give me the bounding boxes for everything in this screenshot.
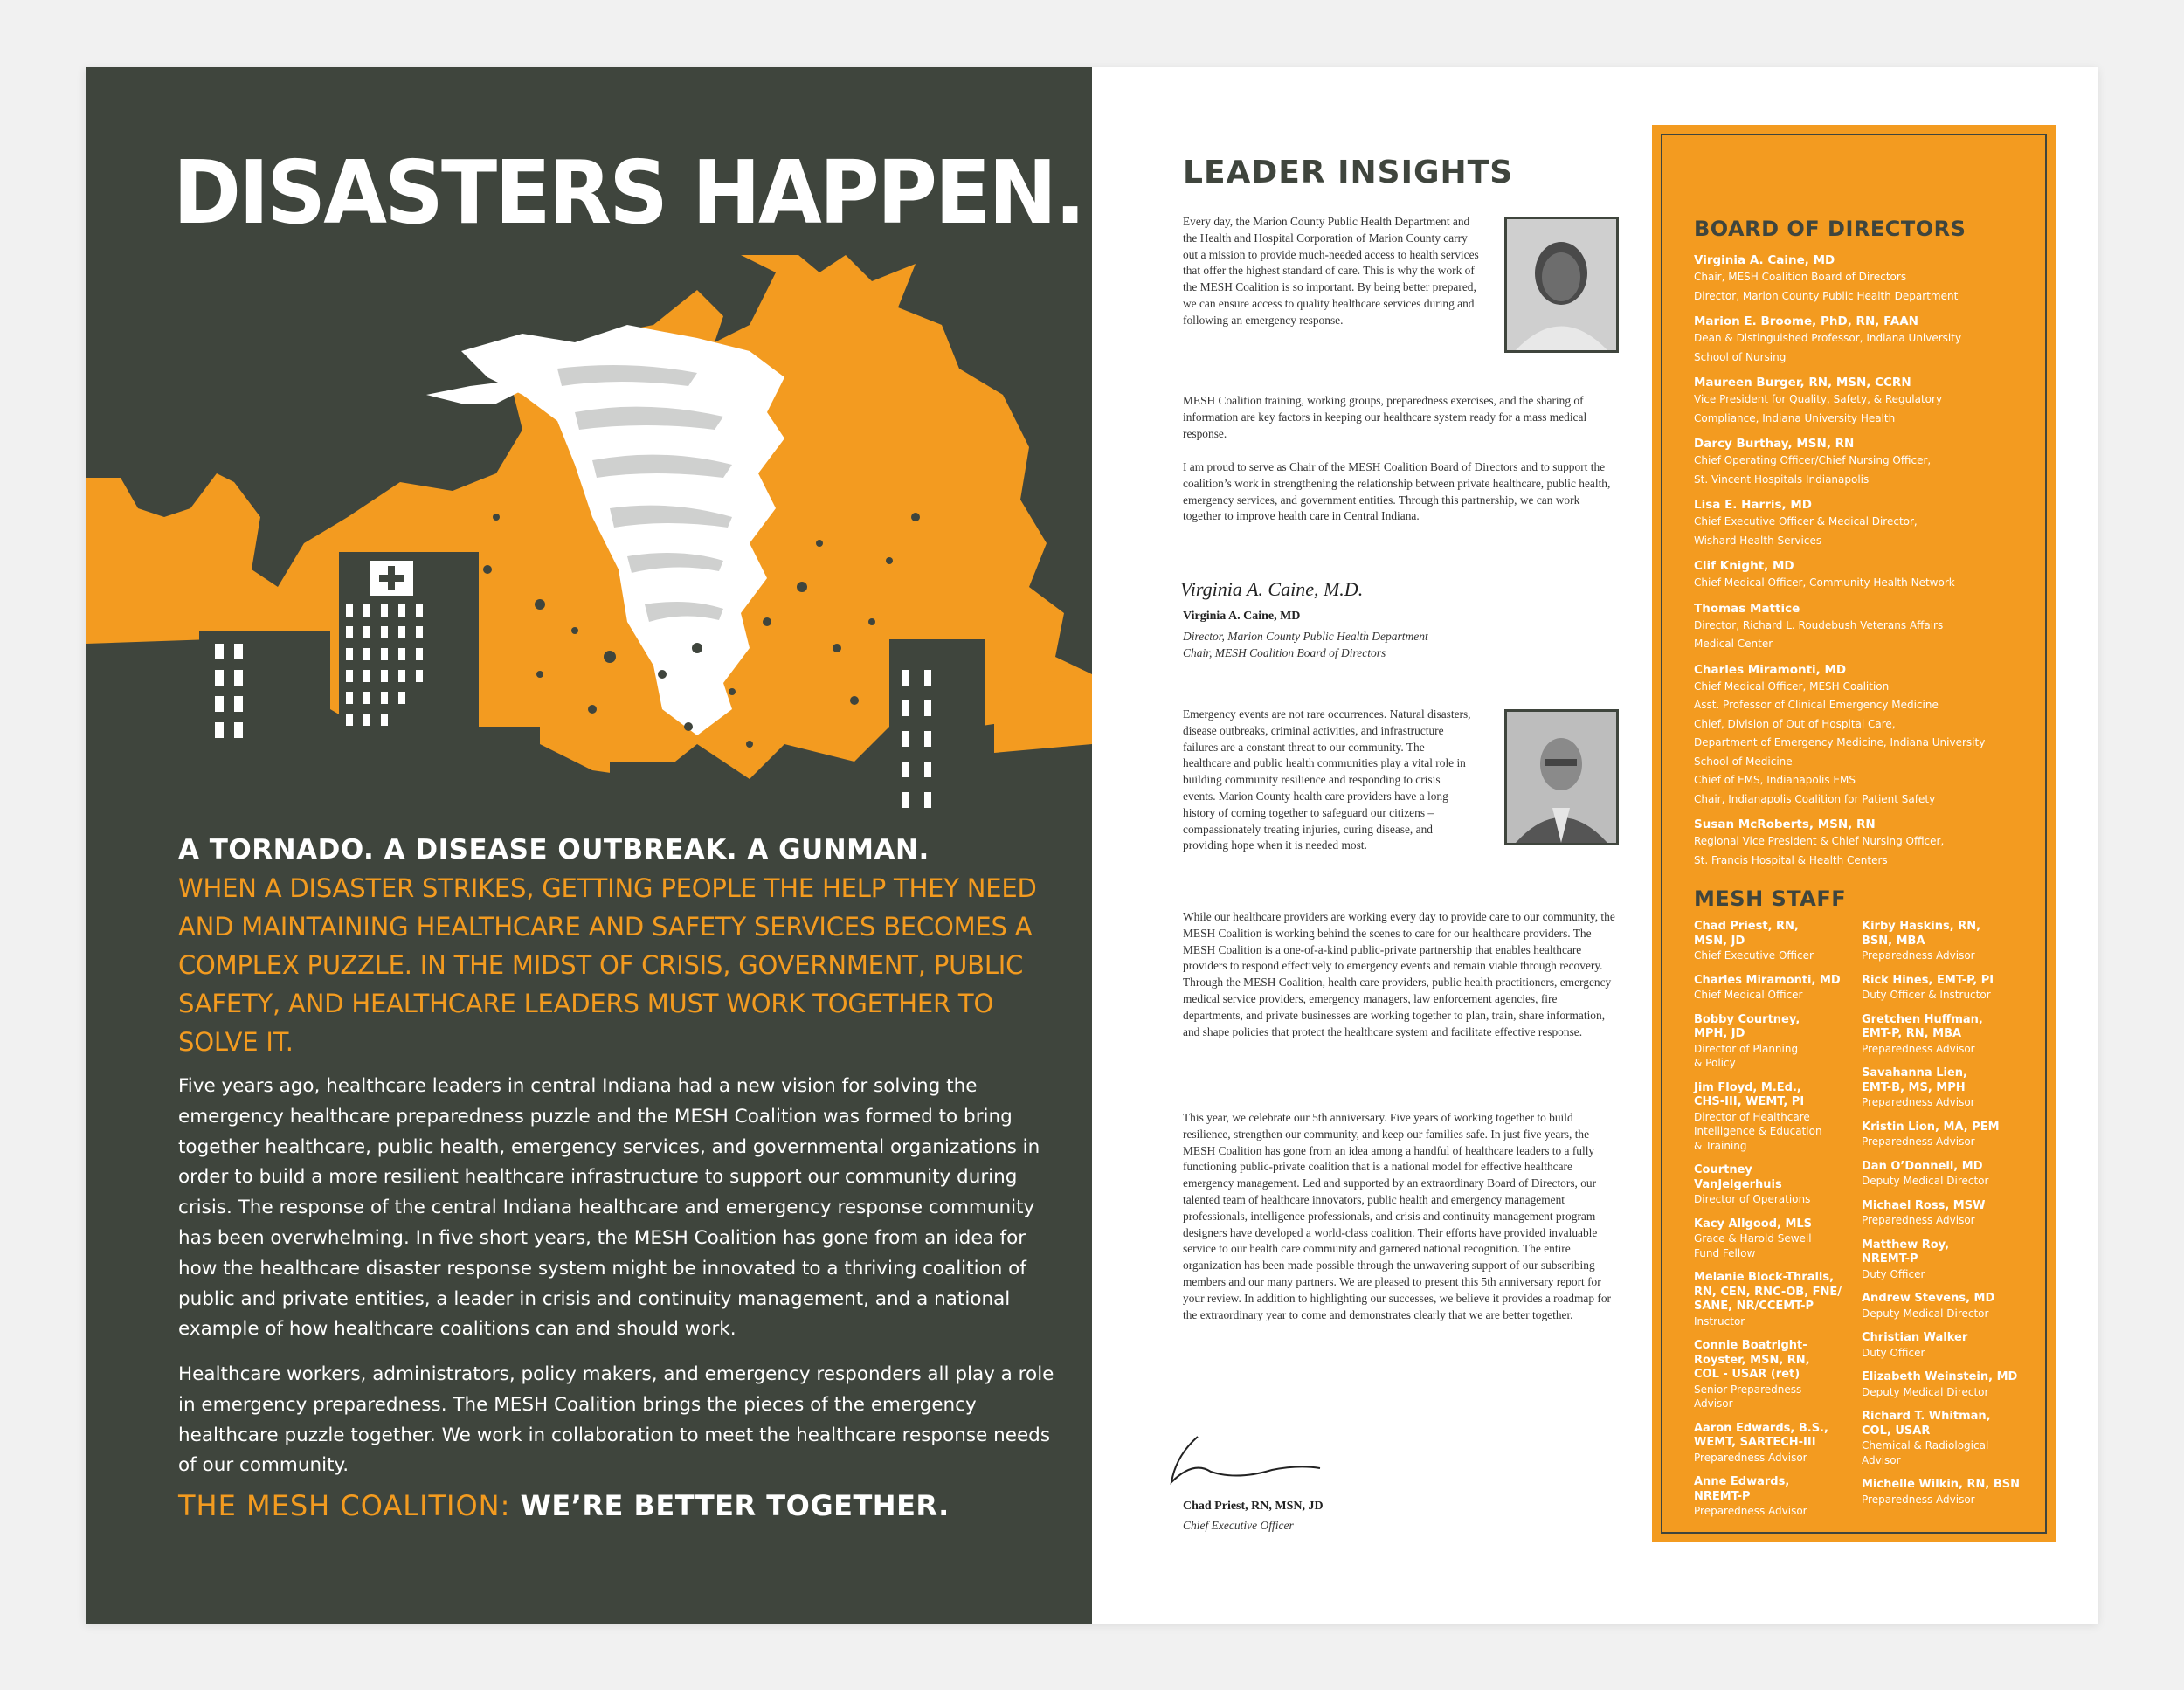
board-member-title: Regional Vice President & Chief Nursing Officer, St. Francis Hospital & Health Centers: [1694, 835, 1945, 866]
staff-member-entry: [1862, 1013, 2036, 1057]
board-member-entry: [1694, 314, 2043, 367]
board-member-entry: [1694, 252, 2043, 306]
tornado-city-illustration: [86, 255, 1092, 858]
staff-column-2: [1862, 920, 2036, 1517]
board-list: [1694, 252, 2043, 878]
board-member-entry: [1694, 558, 2043, 593]
board-member-title: Chair, MESH Coalition Board of Directors Director, Marion County Public Health Department: [1694, 271, 1959, 302]
signature-caine: Virginia A. Caine, M.D.: [1180, 578, 1364, 600]
staff-member-name: Chad Priest, RN, MSN, JD: [1694, 920, 1799, 948]
staff-member-title: Preparedness Advisor: [1862, 1042, 1975, 1055]
signer-title-caine-1: Director, Marion County Public Health Department: [1183, 630, 1428, 643]
insights-paragraph-4: Emergency events are not rare occurrences. Natural disasters, disease outbreaks, criminal activities, and infrastructure failures are a constant threat to our community. The healthcare and public health communities play a vital role in building community resilience and responding to crisis events. Marion County health care providers have a long history of coming together to safeguard our citizens – compassionately treating injuries, curing disease, and providing hope when it is needed most.: [1183, 707, 1471, 852]
board-member-entry: [1694, 375, 2043, 428]
staff-member-title: Deputy Medical Director: [1862, 1307, 1989, 1320]
board-member-name: Susan McRoberts, MSN, RN: [1694, 817, 1876, 831]
staff-column-1: [1694, 920, 1856, 1529]
staff-member-title: Duty Officer & Instructor: [1862, 989, 1991, 1001]
staff-member-title: Director of Planning & Policy: [1694, 1042, 1799, 1069]
staff-member-title: Deputy Medical Director: [1862, 1175, 1989, 1187]
insights-paragraph-3: I am proud to serve as Chair of the MESH Coalition Board of Directors and to support the coalition’s work in strengthening the relationship between private healthcare, public health, emergency services, and government entities. Through this partnership, we can work together to improve health care in Central Indiana.: [1183, 460, 1611, 523]
staff-member-entry: [1862, 920, 2036, 963]
staff-member-entry: [1694, 1271, 1856, 1328]
staff-member-title: Grace & Harold Sewell Fund Fellow: [1694, 1232, 1812, 1259]
staff-member-entry: [1862, 1066, 2036, 1110]
staff-title: MESH STAFF: [1694, 886, 1847, 911]
staff-member-entry: [1862, 1478, 2036, 1507]
staff-member-name: Kristin Lion, MA, PEM: [1862, 1120, 2000, 1134]
staff-member-name: Bobby Courtney, MPH, JD: [1694, 1012, 1800, 1040]
staff-member-entry: [1694, 974, 1856, 1003]
staff-member-entry: [1694, 1422, 1856, 1466]
staff-member-entry: [1694, 920, 1856, 963]
staff-member-name: Anne Edwards, NREMT-P: [1694, 1475, 1790, 1503]
staff-member-name: Charles Miramonti, MD: [1694, 973, 1841, 987]
staff-member-name: Rick Hines, EMT-P, PI: [1862, 973, 1994, 987]
board-staff-panel: [1652, 125, 2056, 1542]
staff-member-name: Elizabeth Weinstein, MD: [1862, 1370, 2018, 1383]
staff-member-title: Preparedness Advisor: [1694, 1505, 1807, 1517]
staff-member-entry: [1862, 1199, 2036, 1228]
insights-paragraph-5: While our healthcare providers are working every day to provide care to our community, the MESH Coalition is working behind the scenes to care for our healthcare providers. The MESH Coalition is a one-of-a-kind public-private partnership that enables healthcare providers to respond effectively to emergency events and remain viable through recovery. Through the MESH Coalition, health care providers, public health practitioners, emergency medical service providers, emergency managers, law enforcement agencies, fire departments, and private businesses are working together to plan, train, share information, and shape policies that protect the healthcare system and facilitate effective response.: [1183, 910, 1615, 1038]
board-title: BOARD OF DIRECTORS: [1694, 217, 1966, 241]
staff-member-entry: [1694, 1081, 1856, 1154]
staff-member-name: Kirby Haskins, RN, BSN, MBA: [1862, 920, 1981, 948]
staff-member-entry: [1862, 1331, 2036, 1360]
insights-paragraph-2: MESH Coalition training, working groups, preparedness exercises, and the sharing of information are key factors in keeping our healthcare system ready for a mass medical response.: [1183, 394, 1587, 440]
board-member-entry: [1694, 601, 2043, 654]
board-member-name: Virginia A. Caine, MD: [1694, 253, 1835, 267]
portrait-caine-image: [1507, 219, 1616, 350]
staff-member-name: Andrew Stevens, MD: [1862, 1292, 1995, 1305]
portrait-caine: [1504, 217, 1619, 353]
staff-member-title: Instructor: [1694, 1314, 1745, 1328]
hospital-building: [339, 552, 479, 858]
staff-member-entry: [1694, 1475, 1856, 1519]
body-paragraph-1: Five years ago, healthcare leaders in central Indiana had a new vision for solving the emergency healthcare preparedness puzzle and the MESH Coalition was formed to bring together healthcare, public health, emergency services, and governmental organizations in order to build a more resilient healthcare infrastructure to support our community during crisis. The response of the central Indiana healthcare and emergency response community has been overwhelming. In five short years, the MESH Coalition has gone from an idea for how the healthcare disaster response system might be innovated to a thriving coalition of public and private entities, a leader in crisis and continuity management, and a national example of how healthcare coalitions can and should work.: [178, 1075, 1040, 1341]
board-member-title: Chief Operating Officer/Chief Nursing Officer, St. Vincent Hospitals Indianapolis: [1694, 454, 1932, 486]
signer-name-priest: Chad Priest, RN, MSN, JD: [1183, 1500, 1324, 1513]
building-left: [199, 631, 330, 858]
signer-name-caine: Virginia A. Caine, MD: [1183, 610, 1301, 623]
staff-member-name: Courtney VanJelgerhuis: [1694, 1163, 1782, 1191]
staff-member-name: Kacy Allgood, MLS: [1694, 1217, 1813, 1231]
board-member-name: Marion E. Broome, PhD, RN, FAAN: [1694, 314, 1918, 328]
signer-title-priest: Chief Executive Officer: [1183, 1519, 1294, 1532]
staff-member-name: Melanie Block-Thralls, RN, CEN, RNC-OB, FNE/ SANE, NR/CCEMT-P: [1694, 1271, 1842, 1313]
staff-member-name: Matthew Roy, NREMT-P: [1862, 1238, 1950, 1266]
insights-paragraph-6: This year, we celebrate our 5th anniversary. Five years of working together to build resilience, strengthen our community, and keep our families safe. In just five years, the MESH Coalition has gone from an idea among a handful of healthcare leaders to a fully functioning public-private coalition that is a national model for effective healthcare emergency management. Led and supported by an extraordinary Board of Directors, our talented team of healthcare innovators, public health and emergency management professionals, intelligence professionals, and crisis and continuity management program designers have developed a world-class coalition. Their efforts have provided invaluable service to our health care community and garnered national recognition. The entire organization has been made possible through the unwavering support of our subscribing members and our many partners. We are pleased to present this 5th anniversary report for your review. In addition to highlighting our successes, we believe it provides a roadmap for the extraordinary year to come and demonstrates clearly that we are better together.: [1183, 1111, 1611, 1321]
insights-paragraph-1: Every day, the Marion County Public Health Department and the Health and Hospital Corporation of Marion County carry out a mission to provide much-needed access to health services that offer the highest standard of care. This is why the work of the MESH Coalition is so important. By being better prepared, we can ensure access to quality healthcare services during and following an emergency response.: [1183, 215, 1479, 327]
staff-member-title: Senior Preparedness Advisor: [1694, 1383, 1802, 1410]
staff-member-entry: [1862, 1370, 2036, 1399]
leader-insights-title: LEADER INSIGHTS: [1183, 155, 1514, 190]
staff-member-entry: [1862, 1410, 2036, 1467]
staff-member-title: Duty Officer: [1862, 1267, 1925, 1280]
board-member-name: Lisa E. Harris, MD: [1694, 498, 1812, 512]
staff-member-title: Chief Executive Officer: [1694, 949, 1814, 962]
staff-member-name: Jim Floyd, M.Ed., CHS-III, WEMT, PI: [1694, 1080, 1805, 1108]
staff-member-name: Gretchen Huffman, EMT-P, RN, MBA: [1862, 1012, 1983, 1040]
staff-member-name: Dan O’Donnell, MD: [1862, 1159, 1983, 1173]
board-member-title: Chief Medical Officer, Community Health Network: [1694, 576, 1955, 589]
board-member-entry: [1694, 817, 2043, 870]
staff-member-name: Michael Ross, MSW: [1862, 1198, 1986, 1212]
board-member-entry: [1694, 497, 2043, 550]
staff-member-name: Aaron Edwards, B.S., WEMT, SARTECH-III: [1694, 1421, 1828, 1449]
staff-member-title: Preparedness Advisor: [1862, 1135, 1975, 1148]
board-member-title: Vice President for Quality, Safety, & Regulatory Compliance, Indiana University Health: [1694, 393, 1943, 424]
staff-member-title: Director of Healthcare Intelligence & Education & Training: [1694, 1110, 1822, 1152]
board-member-name: Darcy Burthay, MSN, RN: [1694, 437, 1855, 451]
board-member-title: Director, Richard L. Roudebush Veterans Affairs Medical Center: [1694, 618, 1944, 650]
staff-member-title: Chemical & Radiological Advisor: [1862, 1439, 1989, 1466]
body-paragraph-2: Healthcare workers, administrators, policy makers, and emergency responders all play a role in emergency preparedness. The MESH Coalition brings the pieces of the emergency healthcare puzzle together. We work in collaboration to meet the healthcare response needs of our community.: [178, 1363, 1054, 1477]
staff-member-entry: [1694, 1217, 1856, 1261]
board-member-name: Clif Knight, MD: [1694, 559, 1794, 573]
staff-member-title: Deputy Medical Director: [1862, 1385, 1989, 1398]
board-member-title: Chief Executive Officer & Medical Director, Wishard Health Services: [1694, 515, 1918, 547]
staff-member-entry: [1694, 1013, 1856, 1071]
board-member-title: Chief Medical Officer, MESH Coalition Asst. Professor of Clinical Emergency Medicine Chief, Division of Out of Hospital Care, Department of Emergency Medicine, Indiana University School of Medicine Chief of EMS, Indianapolis EMS Chair, Indianapolis Coalition for Patient Safety: [1694, 679, 1986, 805]
headline: DISASTERS HAPPEN.: [173, 141, 1084, 244]
lead-paragraph: WHEN A DISASTER STRIKES, GETTING PEOPLE THE HELP THEY NEED AND MAINTAINING HEALTHCARE AND SAFETY SERVICES BECOMES A COMPLEX PUZZLE. IN THE MIDST OF CRISIS, GOVERNMENT, PUBLIC SAFETY, AND HEALTHCARE LEADERS MUST WORK TOGETHER TO SOLVE IT.: [178, 873, 1037, 1057]
staff-member-entry: [1862, 1238, 2036, 1282]
staff-member-entry: [1694, 1339, 1856, 1411]
brochure-spread: [86, 67, 2098, 1624]
staff-member-title: Duty Officer: [1862, 1346, 1925, 1359]
staff-member-title: Director of Operations: [1694, 1193, 1811, 1205]
staff-member-name: Richard T. Whitman, COL, USAR: [1862, 1410, 1991, 1438]
board-member-name: Charles Miramonti, MD: [1694, 662, 1847, 677]
staff-member-title: Chief Medical Officer: [1694, 989, 1803, 1001]
tagline-white: WE’RE BETTER TOGETHER.: [520, 1489, 950, 1522]
tagline-orange: THE MESH COALITION:: [178, 1489, 521, 1522]
staff-member-name: Michelle Wilkin, RN, BSN: [1862, 1478, 2021, 1491]
board-member-name: Thomas Mattice: [1694, 601, 1800, 616]
staff-member-entry: [1694, 1163, 1856, 1207]
signature-priest: [1158, 1430, 1324, 1491]
board-member-title: Dean & Distinguished Professor, Indiana University School of Nursing: [1694, 332, 1962, 363]
staff-member-entry: [1862, 1160, 2036, 1189]
staff-member-name: Savahanna Lien, EMT-B, MS, MPH: [1862, 1066, 1967, 1094]
subhead: A TORNADO. A DISEASE OUTBREAK. A GUNMAN.: [178, 834, 930, 866]
staff-member-title: Preparedness Advisor: [1862, 1214, 1975, 1226]
portrait-priest-image: [1507, 712, 1616, 843]
board-member-entry: [1694, 436, 2043, 489]
staff-member-entry: [1862, 1121, 2036, 1149]
staff-member-title: Preparedness Advisor: [1694, 1451, 1807, 1464]
signer-title-caine-2: Chair, MESH Coalition Board of Directors: [1183, 646, 1386, 659]
left-page: [86, 67, 1092, 1624]
portrait-priest: [1504, 709, 1619, 845]
staff-member-name: Connie Boatright- Royster, MSN, RN, COL - USAR (ret): [1694, 1339, 1810, 1381]
staff-member-name: Christian Walker: [1862, 1331, 1968, 1344]
staff-member-entry: [1862, 1292, 2036, 1321]
staff-member-entry: [1862, 974, 2036, 1003]
board-member-name: Maureen Burger, RN, MSN, CCRN: [1694, 376, 1911, 390]
staff-member-title: Preparedness Advisor: [1862, 1493, 1975, 1506]
staff-member-title: Preparedness Advisor: [1862, 949, 1975, 962]
tagline: [178, 1489, 950, 1522]
board-member-entry: [1694, 662, 2043, 810]
staff-member-title: Preparedness Advisor: [1862, 1096, 1975, 1108]
